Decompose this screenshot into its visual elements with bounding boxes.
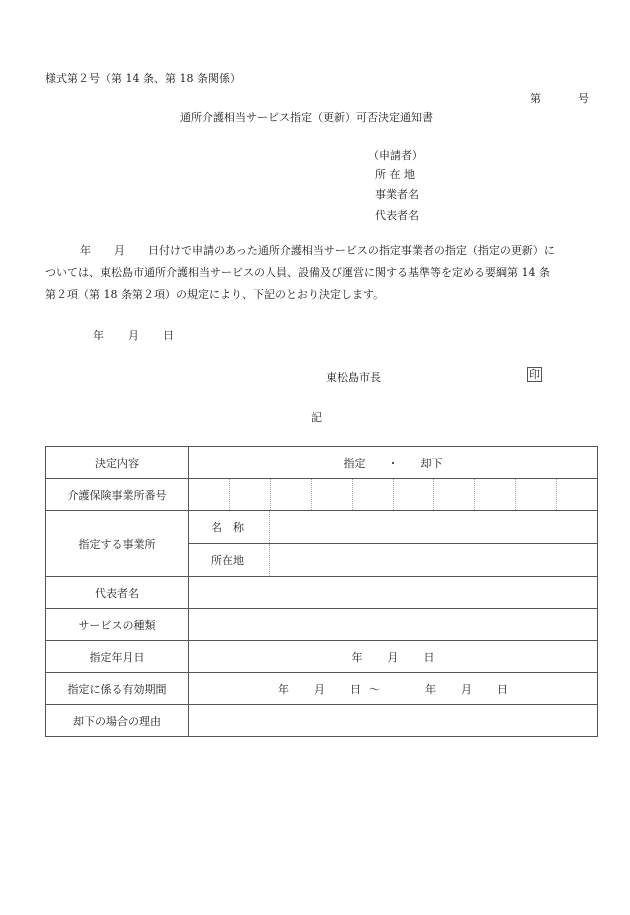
- decision-label: 決定内容: [46, 447, 189, 479]
- office-address-label: 所在地: [189, 544, 270, 576]
- office-label: 指定する事業所: [46, 511, 189, 577]
- office-number-digit[interactable]: [189, 479, 229, 510]
- ki-heading: 記: [311, 411, 322, 424]
- applicant-address-label: 所 在 地: [375, 168, 415, 181]
- applicant-heading: （申請者）: [368, 149, 423, 162]
- office-number-field[interactable]: [189, 479, 598, 511]
- office-number-digit[interactable]: [229, 479, 270, 510]
- notice-body: [45, 240, 595, 306]
- applicant-representative-label: 代表者名: [375, 209, 419, 222]
- representative-label: 代表者名: [46, 577, 189, 609]
- designation-date-field[interactable]: [189, 641, 598, 673]
- service-type-field[interactable]: [189, 609, 598, 641]
- rejection-reason-label: 却下の場合の理由: [46, 705, 189, 737]
- representative-field[interactable]: [189, 577, 598, 609]
- service-type-label: サービスの種類: [46, 609, 189, 641]
- office-address-cell: [189, 544, 598, 577]
- rejection-reason-field[interactable]: [189, 705, 598, 737]
- designation-month: 月: [387, 650, 399, 664]
- decision-value[interactable]: 指定 ・ 却下: [189, 447, 598, 479]
- body-line3: 第２項（第 18 条第２項）の規定により、下記のとおり決定します。: [45, 288, 385, 301]
- designation-date-label: 指定年月日: [46, 641, 189, 673]
- seal-box: 印: [529, 368, 540, 381]
- office-number-digit[interactable]: [474, 479, 515, 510]
- office-name-field[interactable]: [270, 511, 597, 543]
- office-number-digit[interactable]: [515, 479, 556, 510]
- validity-start-day: 日: [350, 682, 361, 696]
- date-month: 月: [128, 329, 139, 342]
- designation-day: 日: [423, 650, 435, 664]
- decision-table: [45, 446, 598, 737]
- validity-tilde: ～: [369, 682, 380, 696]
- seal-mark: [527, 368, 542, 382]
- validity-field[interactable]: [189, 673, 598, 705]
- validity-end-year: 年: [425, 682, 436, 696]
- notice-date: [93, 327, 174, 343]
- office-name-label: 名 称: [189, 511, 270, 543]
- doc-number-suffix: 号: [578, 92, 589, 105]
- body-line1: 日付けで申請のあった通所介護相当サービスの指定事業者の指定（指定の更新）に: [148, 244, 555, 257]
- table-row-rejection-reason: [46, 705, 598, 737]
- issuer-name: 東松島市長: [326, 371, 381, 384]
- table-row-office-name: [46, 511, 598, 544]
- office-number-digit[interactable]: [352, 479, 393, 510]
- body-year: 年: [80, 244, 91, 257]
- office-number-digit[interactable]: [270, 479, 311, 510]
- table-row-service-type: [46, 609, 598, 641]
- table-row-representative: [46, 577, 598, 609]
- validity-end-month: 月: [461, 682, 472, 696]
- date-year: 年: [93, 329, 104, 342]
- body-line2: ついては、東松島市通所介護相当サービスの人員、設備及び運営に関する基準等を定める要綱第 14 条: [45, 266, 550, 279]
- table-row-decision: [46, 447, 598, 479]
- office-number-digit[interactable]: [556, 479, 597, 510]
- office-address-field[interactable]: [270, 544, 597, 576]
- date-day: 日: [163, 329, 174, 342]
- office-name-cell: [189, 511, 598, 544]
- office-number-digit[interactable]: [311, 479, 352, 510]
- table-row-designation-date: [46, 641, 598, 673]
- validity-start-month: 月: [314, 682, 325, 696]
- office-number-digit[interactable]: [433, 479, 474, 510]
- table-row-office-number: [46, 479, 598, 511]
- table-row-validity: [46, 673, 598, 705]
- body-month: 月: [114, 244, 125, 257]
- designation-year: 年: [351, 650, 363, 664]
- applicant-business-name-label: 事業者名: [375, 188, 419, 201]
- validity-start-year: 年: [278, 682, 289, 696]
- office-number-digit[interactable]: [393, 479, 434, 510]
- form-number: 様式第２号（第 14 条、第 18 条関係）: [45, 72, 241, 85]
- page-title: 通所介護相当サービス指定（更新）可否決定通知書: [180, 111, 433, 124]
- validity-end-day: 日: [497, 682, 508, 696]
- office-number-label: 介護保険事業所番号: [46, 479, 189, 511]
- doc-number-prefix: 第: [530, 92, 541, 105]
- validity-label: 指定に係る有効期間: [46, 673, 189, 705]
